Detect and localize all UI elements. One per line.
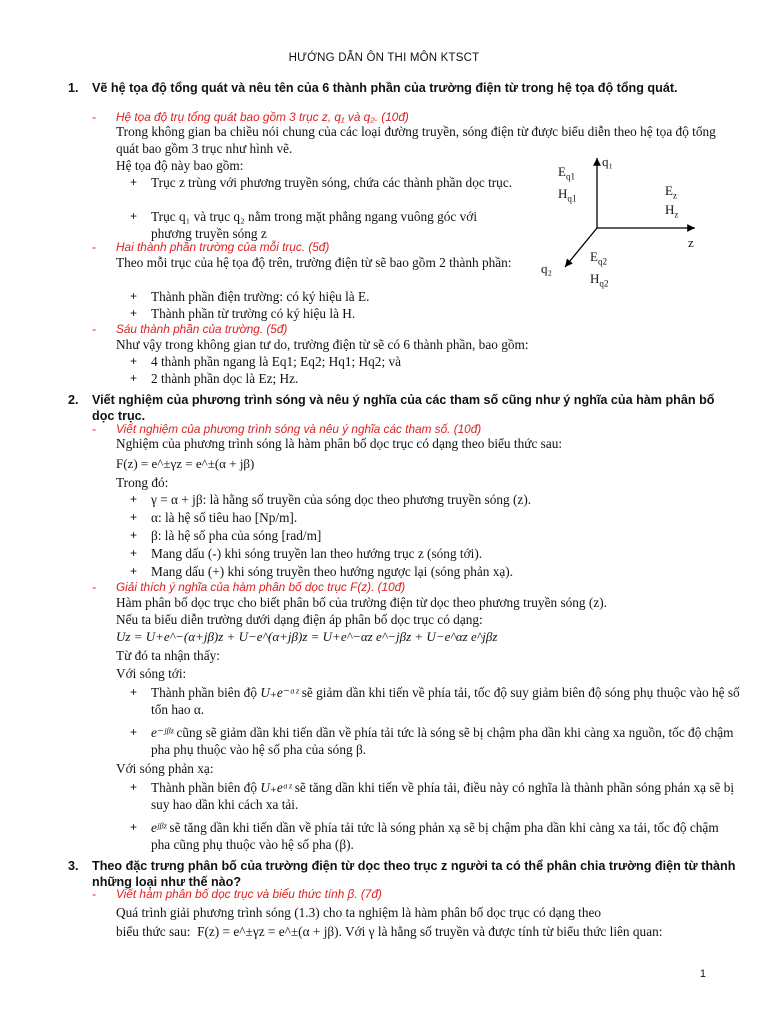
bullet-item: + α: là hệ số tiêu hao [Np/m]. [130,510,298,525]
question-text: Viết nghiệm của phương trình sóng và nêu ý nghĩa của các tham số cũng như ý nghĩa của hàm phân bố dọc trục. [92,393,715,423]
bullet-item: + Mang dấu (-) khi sóng truyền lan theo hướng trục z (sóng tới). [130,546,483,561]
bullet-item: + e⁻ʲᵝᶻ cũng sẽ giảm dần khi tiến dần về phía tải tức là sóng sẽ bị chậm pha dần khi càng xa nguồn, tốc độ chậm pha phụ thuộc vào hệ số pha của sóng β. [130,725,734,757]
paragraph: biểu thức sau: F(z) = e^±γz = e^±(α + jβ). Với γ là hằng số truyền và được tính từ biểu thức liên quan: [116,924,663,939]
ez-label: $E_z$ [665,183,677,201]
hz-label: $H_z$ [665,202,679,220]
paragraph: Theo mỗi trục của hệ tọa độ trên, trường điện từ sẽ bao gồm 2 thành phần: [116,255,512,270]
question-2 [68,392,740,424]
eq1-label: $E_{q1}$ [558,164,576,182]
question-number: 3. [68,859,79,873]
coordinate-system-diagram [530,150,730,290]
bullet-item: + Thành phần biên độ U₊e⁻ᵅᶻ sẽ giảm dần khi tiến về phía tải, tốc độ suy giảm biên độ sóng phụ thuộc vào hệ số tổn hao α. [130,685,740,717]
bullet-item: + 2 thành phần dọc là Ez; Hz. [130,371,299,386]
question-number: 1. [68,81,79,95]
subheading-q3-1: - Viết hàm phân bố dọc trục và biểu thức tính β. (7đ) [92,887,382,901]
bullet-item: + Trục z trùng với phương truyền sóng, chứa các thành phần dọc trục. [130,175,513,190]
subheading-q2-2: - Giải thích ý nghĩa của hàm phân bố dọc trục F(z). (10đ) [92,580,406,594]
paragraph: Nếu ta biểu diễn trường dưới dạng điện áp phân bố dọc trục có dạng: [116,612,483,627]
question-text: Vẽ hệ tọa độ tổng quát và nêu tên của 6 thành phần của trường điện từ trong hệ tọa độ tổng quát. [92,81,678,95]
paragraph: Trong đó: [116,475,169,490]
bullet-item: + Thành phần biên độ U₊eᵅᶻ sẽ tăng dần khi tiến về phía tải, điều này có nghĩa là thành phần sóng phản xạ sẽ bị suy hao dần khi cách xa tải. [130,780,735,812]
hq1-label: $H_{q1}$ [558,186,577,204]
bullet-item: + 4 thành phần ngang là Eq1; Eq2; Hq1; Hq2; và [130,354,402,369]
subheading-q1-3: - Sáu thành phần của trường. (5đ) [92,322,288,336]
bullet-item: + Thành phần điện trường: có ký hiệu là E. [130,289,370,304]
paragraph: Như vậy trong không gian tư do, trường điện từ sẽ có 6 thành phần, bao gồm: [116,337,529,352]
paragraph: Quá trình giải phương trình sóng (1.3) cho ta nghiệm là hàm phân bố dọc trục có dạng theo [116,905,602,920]
bullet-item: + β: là hệ số pha của sóng [rad/m] [130,528,322,543]
bullet-item: + Thành phần từ trường có ký hiệu là H. [130,306,356,321]
bullet-item: + Mang dấu (+) khi sóng truyền theo hướng ngược lại (sóng phản xạ). [130,564,514,579]
question-number: 2. [68,393,79,407]
question-text: Theo đặc trưng phân bố của trường điện từ dọc theo trục z người ta có thể phân chia trường điện từ thành những loại như thế nào? [92,859,736,889]
subheading-q1-2: - Hai thành phần trường của mỗi trục. (5đ) [92,240,330,254]
paragraph: Từ đó ta nhận thấy: [116,648,220,663]
equation-uz: Uz = U+e^−(α+jβ)z + U−e^(α+jβ)z = U+e^−αz e^−jβz + U−e^αz e^jβz [116,629,498,644]
paragraph: Nghiệm của phương trình sóng là hàm phân bố dọc trục có dạng theo biểu thức sau: [116,436,563,451]
equation-fz: F(z) = e^±γz = e^±(α + jβ) [116,456,255,471]
bullet-item: + γ = α + jβ: là hằng số truyền của sóng dọc theo phương truyền sóng (z). [130,492,532,507]
paragraph: Hệ tọa độ này bao gồm: [116,158,244,173]
bullet-item: + Trục q₁ và trục q₂ nằm trong mặt phẳng ngang vuông góc với phương truyền sóng z [130,209,478,241]
subheading-q2-1: - Viết nghiệm của phương trình sóng và nêu ý nghĩa các tham số. (10đ) [92,422,482,436]
paragraph: Hàm phân bố dọc trục cho biết phân bố của trường điện từ dọc theo phương truyền sóng (z). [116,595,607,610]
hq2-label: $H_{q2}$ [590,271,609,289]
paragraph: Với sóng phản xạ: [116,761,214,776]
paragraph: Với sóng tới: [116,666,187,681]
q2-axis-label: q₂ [541,261,553,276]
z-axis-label: z [688,235,694,250]
page-title: HƯỚNG DẪN ÔN THI MÔN KTSCT [288,52,480,64]
bullet-item: + eʲᵝᶻ sẽ tăng dần khi tiến dần về phía tải tức là sóng phản xạ sẽ bị chậm pha dần khi càng xa tải, tốc độ chậm pha cũng phụ thuộc vào hệ số pha (β). [130,820,719,852]
page-number: 1 [699,968,706,980]
paragraph: Trong không gian ba chiều nói chung của các loại đường truyền, sóng điện từ được biểu diễn theo hệ tọa độ tổng quát bao gồm 3 trục như hình vẽ. [116,124,716,156]
q1-axis-label: q₁ [602,154,614,169]
question-3 [68,858,740,890]
subheading-q1-1: - Hệ tọa độ trụ tổng quát bao gồm 3 trục z, q₁ và q₂. (10đ) [92,110,409,124]
eq2-label: $E_{q2}$ [590,249,608,267]
question-1 [68,80,740,96]
